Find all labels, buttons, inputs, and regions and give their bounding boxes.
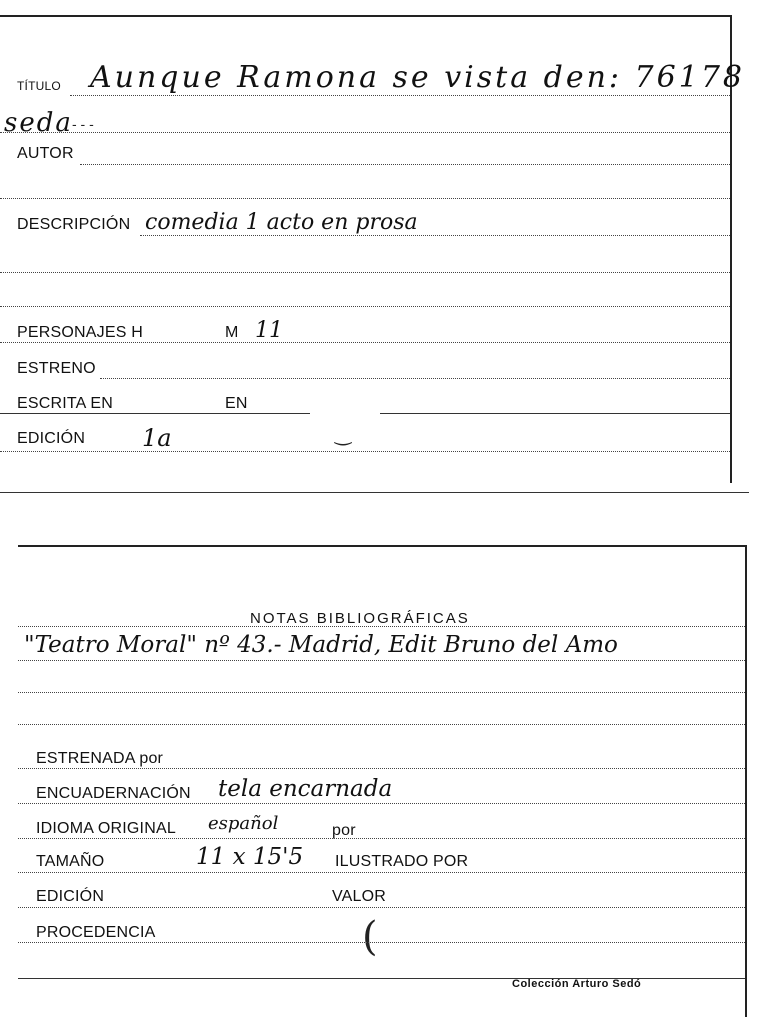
escrita-line-a	[0, 413, 310, 414]
descripcion-value: comedia 1 acto en prosa	[145, 210, 418, 235]
por-label: por	[332, 822, 356, 839]
line-4	[0, 198, 730, 199]
card-top-border	[0, 15, 732, 17]
line-c2-4	[18, 724, 745, 725]
line-6	[0, 272, 730, 273]
personajes-line	[0, 342, 730, 343]
autor-label: AUTOR	[17, 145, 74, 162]
notas-value-line	[18, 660, 745, 661]
personajes-m-label: M	[225, 324, 239, 341]
valor-label: VALOR	[332, 888, 387, 905]
titulo-label: TÍTULO	[17, 79, 61, 93]
catalog-card-bottom	[0, 500, 759, 1028]
tamano-line	[18, 872, 745, 873]
escrita-line-b	[380, 413, 730, 414]
card2-right-border	[745, 545, 747, 1017]
encuadernacion-line	[18, 803, 745, 804]
line-c2-3	[18, 692, 745, 693]
idioma-label: IDIOMA ORIGINAL	[36, 820, 176, 837]
en-label: EN	[225, 395, 248, 412]
estreno-line	[100, 378, 730, 379]
personajes-label: PERSONAJES H	[17, 324, 143, 341]
edicion2-line	[18, 907, 745, 908]
edicion2-label: EDICIÓN	[36, 888, 105, 905]
titulo-line	[70, 95, 730, 96]
dash-marks: - - -	[72, 116, 94, 132]
tamano-value: 11 x 15'5	[196, 844, 304, 870]
procedencia-line	[18, 942, 745, 943]
escrita-label: ESCRITA EN	[17, 395, 113, 412]
encuadernacion-value: tela encarnada	[218, 776, 393, 802]
descripcion-label: DESCRIPCIÓN	[17, 216, 131, 233]
card2-top-border	[18, 545, 746, 547]
personajes-m-value: 11	[255, 318, 283, 343]
estreno-label: ESTRENO	[17, 360, 96, 377]
catalog-card-top	[0, 0, 759, 495]
encuadernacion-label: ENCUADERNACIÓN	[36, 785, 191, 802]
descripcion-line	[140, 235, 730, 236]
edicion-line	[0, 451, 730, 452]
pencil-mark-2: (	[362, 914, 378, 960]
estrenada-label: ESTRENADA por	[36, 750, 164, 767]
line-2	[0, 132, 730, 133]
edicion-label: EDICIÓN	[17, 430, 86, 447]
procedencia-label: PROCEDENCIA	[36, 924, 156, 941]
tamano-label: TAMAÑO	[36, 853, 105, 870]
collection-footer: Colección Arturo Sedó	[512, 978, 642, 990]
idioma-line	[18, 838, 745, 839]
notas-label: NOTAS BIBLIOGRÁFICAS	[250, 610, 470, 627]
notas-line	[18, 626, 745, 627]
autor-line	[80, 164, 730, 165]
notas-value: "Teatro Moral" nº 43.- Madrid, Edit Bruno del Amo	[24, 632, 618, 658]
titulo-value: Aunque Ramona se vista den: 76178	[90, 60, 745, 95]
card-separator	[0, 492, 749, 493]
estrenada-line	[18, 768, 745, 769]
ilustrado-label: ILUSTRADO POR	[335, 853, 469, 870]
line-7	[0, 306, 730, 307]
titulo-continuation: seda	[4, 108, 73, 138]
pencil-mark: ‿	[335, 424, 352, 446]
edicion-value: 1a	[142, 424, 172, 452]
idioma-value: español	[208, 813, 279, 834]
